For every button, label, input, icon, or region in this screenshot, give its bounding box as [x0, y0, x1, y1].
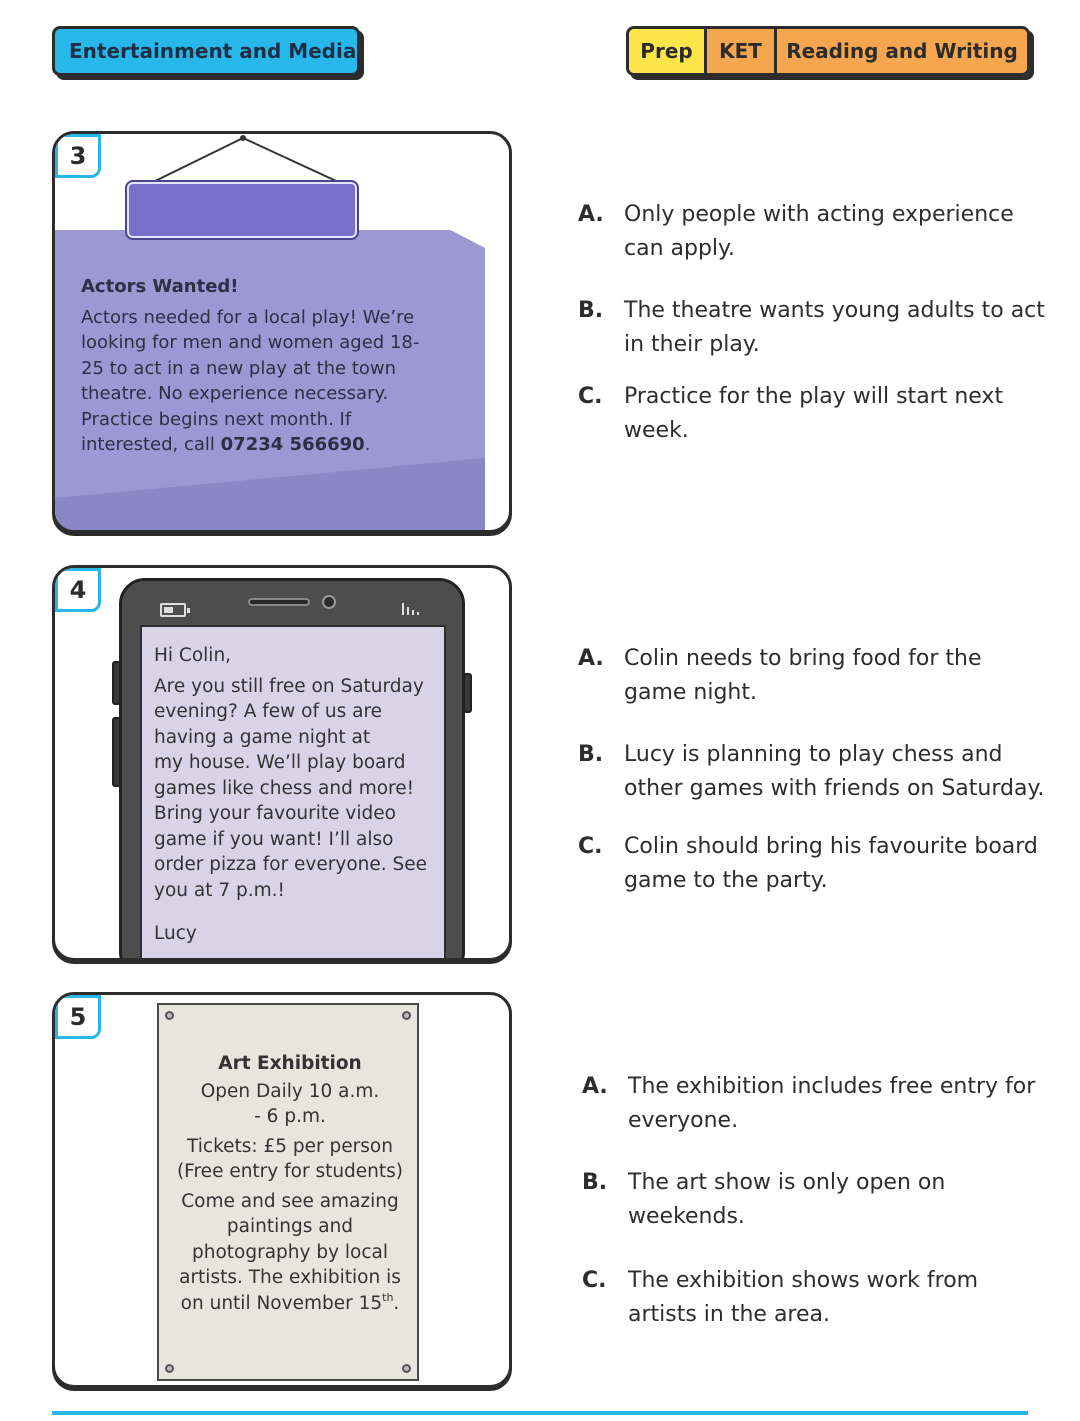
message-line: my house. We’ll play board — [154, 752, 406, 773]
message-line: games like chess and more! — [154, 777, 415, 799]
poster-line: (Free entry for students) — [176, 1161, 404, 1182]
question-number: 3 — [55, 134, 101, 178]
phone-side-button — [463, 673, 472, 713]
message-line: Are you still free on Saturday — [154, 675, 424, 697]
poster-text — [165, 1051, 415, 1316]
message-line: Bring your favourite video — [154, 803, 396, 824]
pin-icon — [402, 1011, 411, 1020]
option-b[interactable]: B. The art show is only open on weekends. — [582, 1170, 946, 1229]
poster-line: photography by local — [191, 1241, 389, 1263]
message-line: you at 7 p.m.! — [154, 879, 285, 901]
option-c[interactable]: C. Colin should bring his favourite board game to the party. — [578, 834, 1038, 893]
text-message — [154, 643, 444, 947]
phone — [119, 578, 465, 961]
option-b[interactable]: B. The theatre wants young adults to act in their play. — [578, 298, 1045, 357]
message-line: evening? A few of us are — [154, 701, 383, 722]
option-c[interactable]: C. Practice for the play will start next week. — [578, 384, 1004, 443]
message-greeting: Hi Colin, — [154, 645, 232, 666]
poster-line: Tickets: £5 per person — [187, 1135, 393, 1157]
sign-plate — [127, 182, 357, 238]
notice-text — [81, 274, 461, 458]
level-tags — [626, 26, 1030, 76]
phone-speaker — [248, 598, 310, 606]
poster-title: Art Exhibition — [218, 1053, 362, 1074]
question-4-options — [578, 642, 1048, 898]
level-tag-prep: Prep — [629, 29, 707, 73]
question-5-options — [582, 1070, 1052, 1332]
notice-line: theatre. No experience necessary. — [81, 383, 389, 404]
question-5-panel — [52, 992, 512, 1388]
option-c[interactable]: C. The exhibition shows work from artists in the area. — [582, 1268, 979, 1327]
option-a[interactable]: A. The exhibition includes free entry for everyone. — [582, 1074, 1036, 1133]
notice-line: interested, call 07234 566690. — [81, 434, 371, 455]
message-signature: Lucy — [154, 923, 197, 944]
topic-tag: Entertainment and Media — [52, 26, 360, 76]
message-line: game if you want! I’ll also — [154, 828, 394, 850]
camera-icon — [322, 595, 336, 609]
poster-line: - 6 p.m. — [254, 1106, 326, 1127]
phone-side-button — [112, 717, 121, 787]
option-a[interactable]: A. Colin needs to bring food for the game night. — [578, 646, 982, 705]
footer-divider — [52, 1411, 1028, 1415]
poster-line: on until November 15th. — [180, 1290, 400, 1314]
pin-icon — [402, 1364, 411, 1373]
phone-side-button — [112, 661, 121, 705]
level-tag-skill: Reading and Writing — [777, 29, 1027, 73]
question-number: 4 — [55, 568, 101, 612]
pin-icon — [165, 1364, 174, 1373]
message-line: order pizza for everyone. See — [154, 854, 428, 875]
notice-title: Actors Wanted! — [81, 276, 239, 297]
notice-phone-number: 07234 566690 — [220, 434, 365, 455]
notice-line: looking for men and women aged 18- — [81, 332, 420, 353]
question-number: 5 — [55, 995, 101, 1039]
message-line: having a game night at — [154, 726, 371, 748]
option-a[interactable]: A. Only people with acting experience can apply. — [578, 202, 1014, 261]
level-tag-ket: KET — [707, 29, 777, 73]
notice-line: Actors needed for a local play! We’re — [81, 306, 415, 328]
signal-icon — [400, 601, 430, 617]
question-3-options — [578, 198, 1048, 448]
notice-line: Practice begins next month. If — [81, 408, 352, 430]
poster-line: Come and see amazing — [181, 1190, 399, 1212]
notice-line: 25 to act in a new play at the town — [81, 357, 397, 379]
pin-icon — [165, 1011, 174, 1020]
question-4-panel — [52, 565, 512, 961]
poster-line: Open Daily 10 a.m. — [200, 1080, 380, 1102]
phone-screen — [140, 625, 446, 961]
poster-line: paintings and — [226, 1216, 354, 1237]
question-3-panel — [52, 131, 512, 533]
option-b[interactable]: B. Lucy is planning to play chess and other games with friends on Saturday. — [578, 742, 1045, 801]
poster-line: artists. The exhibition is — [179, 1267, 401, 1288]
exhibition-poster — [157, 1003, 419, 1381]
battery-icon — [160, 603, 186, 617]
